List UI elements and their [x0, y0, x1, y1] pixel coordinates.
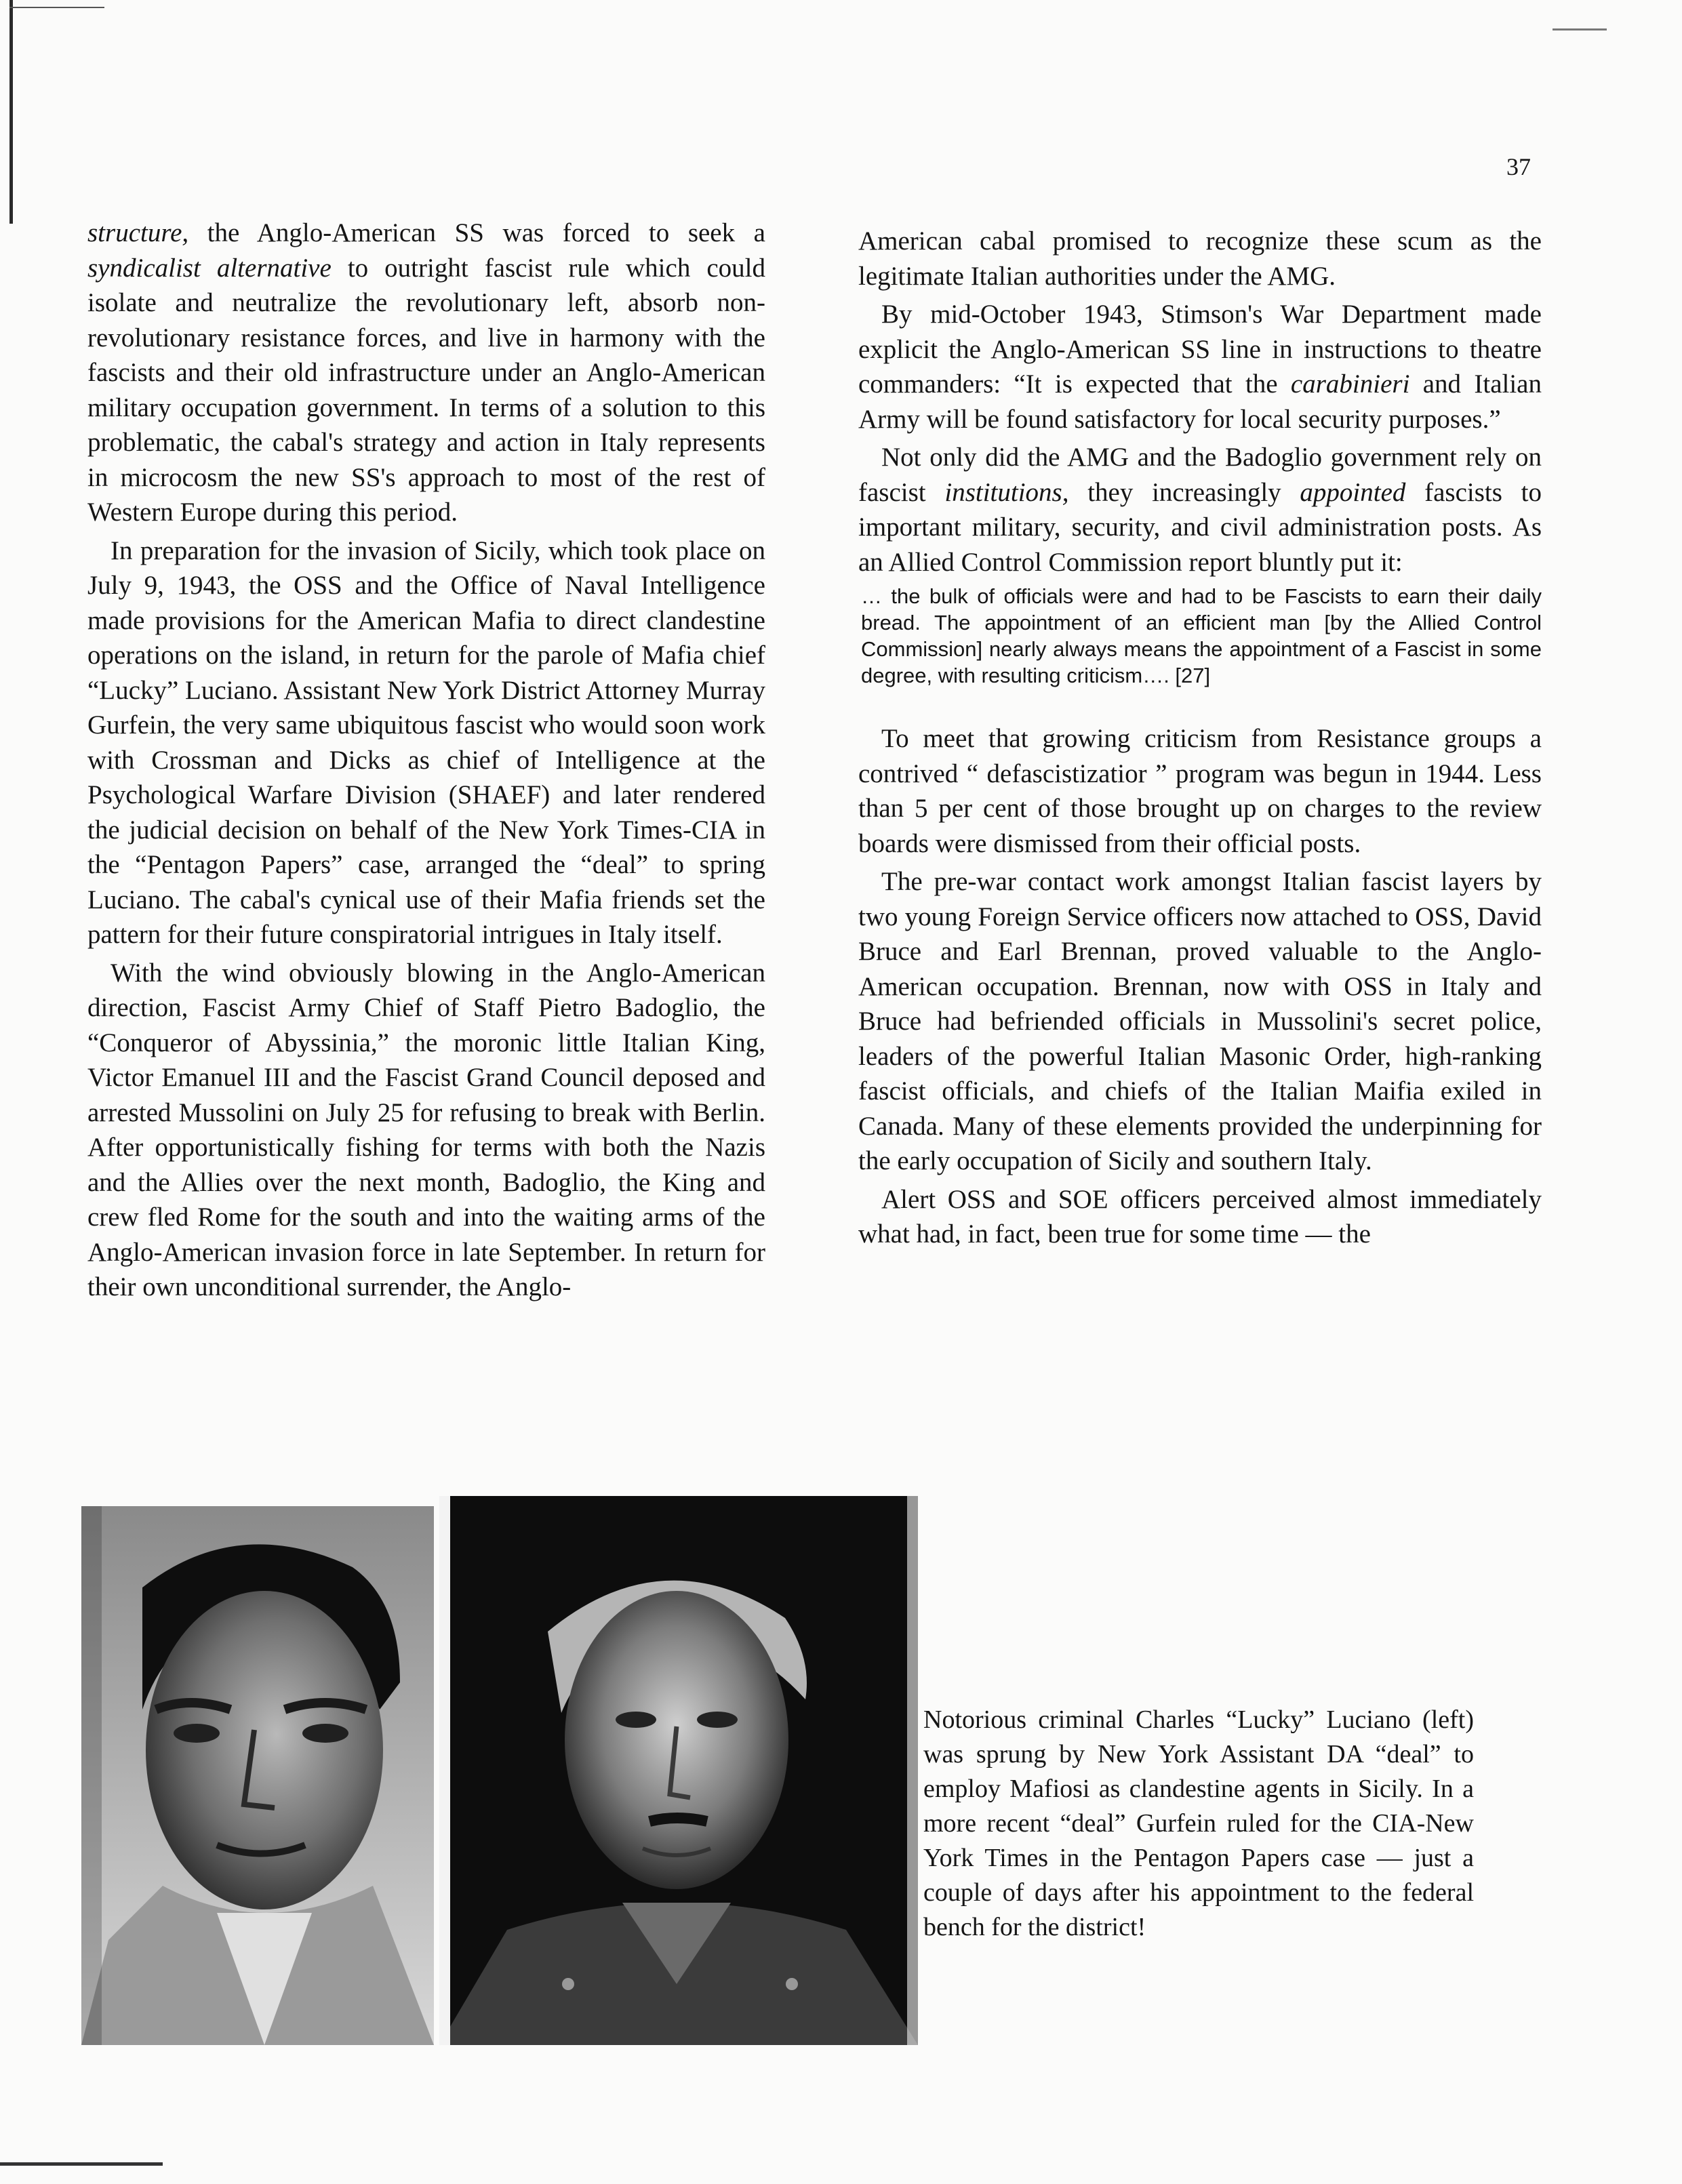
- page-number: 37: [1506, 153, 1531, 180]
- text-run: to outright fascist rule which could isolate and neutralize the revolutionary left, absorb non-revolutionary resistance forces, and live in harmony with the fascists and their old infrastructure under an Anglo-American military occupation government. In terms of a solution to this problematic, the cabal's strategy and action in Italy represents in microcosm the new SS's approach to most of the rest of Western Europe during this period.: [87, 253, 765, 527]
- right-paragraph-5: The pre-war contact work amongst Italian fascist layers by two young Foreign Service officers now attached to OSS, David Bruce and Earl Brennan, proved valuable to the Anglo-American occupation. Brennan, now with OSS in Italy and Bruce had befriended officials in Mussolini's secret police, leaders of the powerful Italian Masonic Order, high-ranking fascist officials, and chiefs of the Italian Maifia exiled in Canada. Many of these elements provided the underpinning for the early occupation of Sicily and southern Italy.: [858, 867, 1542, 1175]
- left-paragraph-2: In preparation for the invasion of Sicily, which took place on July 9, 1943, the OSS and the Office of Naval Intelligence made provisions for the American Mafia to direct clandestine operations on the island, in return for the parole of Mafia chief “Lucky” Luciano. Assistant New York District Attorney Murray Gurfein, the very same ubiquitous fascist who would soon work with Crossman and Dicks as chief of Intelligence at the Psychological Warfare Division (SHAEF) and later rendered the judicial decision on behalf of the New York Times-CIA in the “Pentagon Papers” case, arranged the “deal” to spring Luciano. The cabal's cynical use of their Mafia friends set the pattern for their future conspiratorial intrigues in Italy itself.: [87, 535, 765, 949]
- text-run: Not only did the AMG and the Badoglio government rely on fascist: [858, 443, 1542, 507]
- right-column: [858, 224, 1542, 1255]
- scan-speck: [1553, 28, 1607, 31]
- right-paragraph-2: [858, 297, 1542, 437]
- text-run: fascists to important military, security, and civil administration posts. As an Allied Control Commission report bluntly put it:: [858, 477, 1542, 577]
- photo-caption: Notorious criminal Charles “Lucky” Luciano (left) was sprung by New York Assistant DA “deal” to employ Mafiosi as clandestine agents in Sicily. In a more recent “deal” Gurfein ruled for the CIA-New York Times in the Pentagon Papers case — just a couple of days after his appointment to the federal bench for the district!: [923, 1705, 1474, 1941]
- scan-margin-mark: [9, 7, 104, 8]
- portrait-luciano-image: [81, 1506, 434, 2045]
- left-paragraph-3: With the wind obviously blowing in the Anglo-American direction, Fascist Army Chief of Staff Pietro Badoglio, the “Conqueror of Abyssinia,” the moronic little Italian King, Victor Emanuel III and the Fascist Grand Council deposed and arrested Mussolini on July 25 for refusing to break with Berlin. After opportunistically fishing for terms with both the Nazis and the Allies over the next month, Badoglio, the King and crew fled Rome for the south and into the waiting arms of the Anglo-American invasion force in late September. In return for their own unconditional surrender, the Anglo-: [87, 958, 765, 1301]
- right-paragraph-6: Alert OSS and SOE officers perceived almost immediately what had, in fact, been true for some time — the: [858, 1184, 1542, 1249]
- emphasis-structure: structure,: [87, 218, 189, 247]
- photo-luciano: [81, 1506, 434, 2045]
- emphasis-carabinieri: carabinieri: [1290, 369, 1410, 399]
- emphasis-institutions: institutions,: [944, 477, 1069, 507]
- right-paragraph-3: [858, 440, 1542, 580]
- scan-bottom-mark: [0, 2162, 163, 2166]
- text-run: the Anglo-American SS was forced to seek a: [188, 218, 765, 247]
- text-run: they increasingly: [1068, 477, 1300, 507]
- emphasis-syndicalist-alternative: syndicalist alternative: [87, 253, 332, 283]
- emphasis-appointed: appointed: [1300, 477, 1406, 507]
- right-paragraph-1: American cabal promised to recognize these scum as the legitimate Italian authorities under the AMG.: [858, 226, 1542, 291]
- left-column: [87, 216, 765, 1308]
- text-run: By mid-October 1943, Stimson's War Department made explicit the Anglo-American SS line in instructions to theatre commanders: “It is expected that the: [858, 300, 1542, 399]
- block-quote: … the bulk of officials were and had to be Fascists to earn their daily bread. The appointment of an efficient man [by the Allied Control Commission] nearly always means the appointment of a Fascist in some degree, with resulting criticism…. [27]: [861, 584, 1542, 687]
- scan-margin-rule: [9, 0, 13, 224]
- portrait-gurfein-image: [439, 1496, 918, 2045]
- right-paragraph-4: To meet that growing criticism from Resistance groups a contrived “ defascistizatior ” program was begun in 1944. Less than 5 per cent of those brought up on charges to the review boards were dismissed from their official posts.: [858, 724, 1542, 858]
- left-paragraph-1: [87, 216, 765, 530]
- photo-gurfein: [439, 1496, 918, 2045]
- text-run: and Italian Army will be found satisfactory for local security purposes.”: [858, 369, 1542, 434]
